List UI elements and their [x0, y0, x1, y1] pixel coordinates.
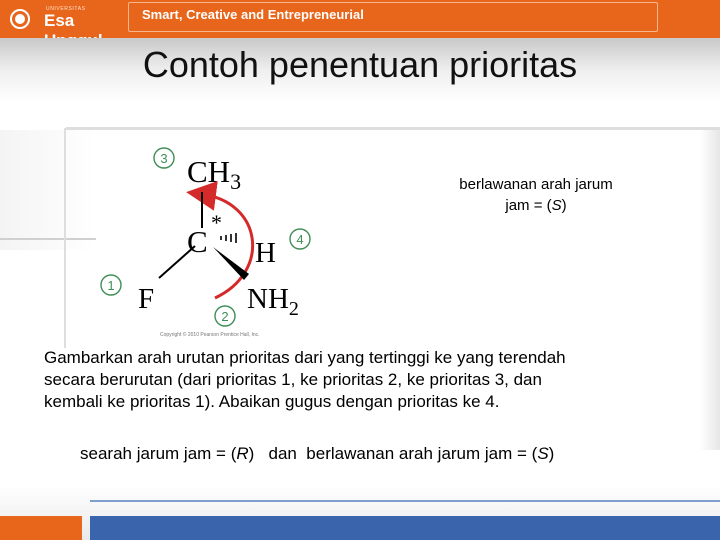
s-letter: S: [537, 444, 549, 463]
caption-line-2: jam = (S): [505, 197, 567, 214]
svg-text:2: 2: [221, 309, 229, 324]
paragraph-line-2: secara berurutan (dari prioritas 1, ke prioritas 2, ke prioritas 3, dan: [44, 370, 542, 389]
chiral-molecule-figure: [95, 140, 330, 340]
rotation-arrow: [201, 194, 253, 298]
priority-marker-4: [290, 229, 310, 249]
svg-text:3: 3: [160, 151, 168, 166]
university-logo: [0, 0, 132, 38]
footer-divider: [90, 500, 720, 502]
atom-ch3: $CH_3$: [187, 154, 242, 194]
priority-marker-3: [154, 148, 174, 168]
priority-marker-2: [215, 306, 235, 326]
paragraph-line-1: Gambarkan arah urutan prioritas dari yang tertinggi ke yang terendah: [44, 348, 566, 367]
background-divider: [0, 238, 96, 240]
background-vertical-line: [64, 128, 66, 348]
background-right-strip: [700, 130, 720, 450]
footer-orange-tab: [0, 516, 82, 540]
bond-c-h-hash: [221, 233, 236, 243]
background-panel-edge: [66, 127, 720, 130]
atom-c-center: C: [187, 224, 208, 259]
atom-f: F: [138, 283, 155, 315]
svg-text:4: 4: [296, 232, 304, 247]
paragraph-line-3: kembali ke prioritas 1). Abaikan gugus dengan prioritas ke 4.: [44, 392, 500, 411]
logo-emblem-icon: [10, 9, 30, 29]
bond-c-nh2-wedge: [213, 247, 249, 280]
logo-text: Esa: [44, 11, 75, 30]
rotation-result-line: searah jarum jam = (R) dan berlawanan arah jarum jam = (S): [80, 444, 555, 463]
background-left-panel: [0, 130, 96, 250]
caption-line-1: berlawanan arah jarum: [459, 176, 613, 193]
figure-copyright: Copyright © 2010 Pearson Prentice Hall, Inc.: [160, 332, 260, 338]
atom-nh2: $NH_2$: [247, 283, 299, 320]
slide-title: Contoh penentuan prioritas: [142, 44, 578, 85]
tagline: Smart, Creative and Entrepreneurial: [142, 7, 364, 22]
r-letter: R: [236, 444, 249, 463]
priority-marker-1: [101, 275, 121, 295]
caption-s-letter: S: [551, 197, 562, 214]
footer-blue-bar: [90, 516, 720, 540]
header-bar: [0, 0, 720, 38]
explanation-paragraph: [44, 347, 694, 413]
chirality-star: *: [211, 210, 222, 235]
logo-subtitle: UNIVERSITAS: [46, 6, 86, 12]
figure-caption: [436, 174, 636, 216]
svg-text:1: 1: [107, 278, 115, 293]
atom-h: H: [255, 237, 276, 269]
